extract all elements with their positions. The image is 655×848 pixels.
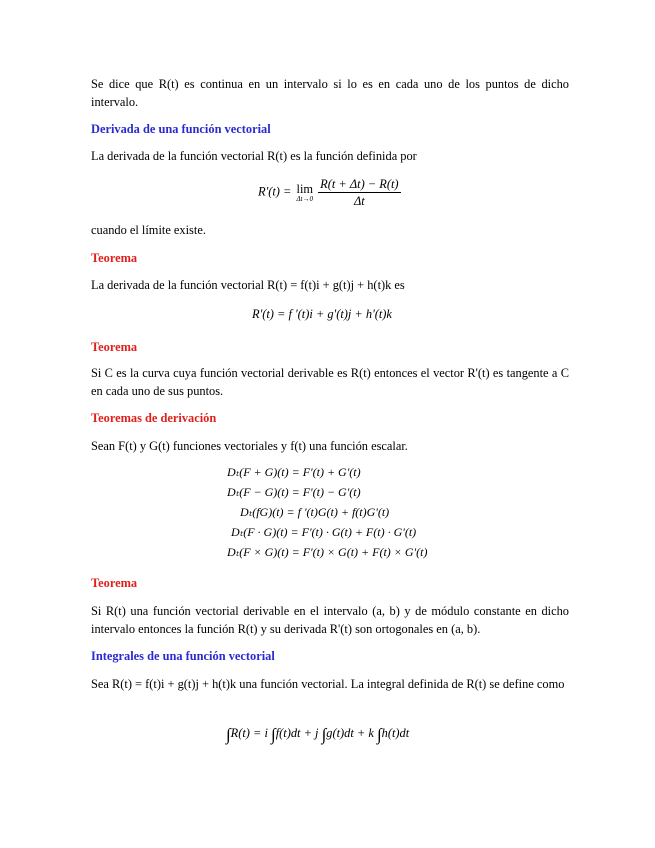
limit-word: lim [296, 181, 314, 196]
fraction-denominator: Δt [353, 194, 365, 208]
limit-operator [296, 183, 313, 203]
derivation-rule-cross-product: Dₜ(F × G)(t) = F'(t) × G(t) + F(t) × G'(t) [227, 545, 428, 559]
paragraph-continuity: Se dice que R(t) es continua en un intervalo si lo es en cada uno de los puntos de dicho intervalo. [91, 77, 569, 109]
limit-subscript: Δt→0 [296, 194, 314, 203]
paragraph-integral-def: Sea R(t) = f(t)i + g(t)j + h(t)k una función vectorial. La integral definida de R(t) se define como [91, 677, 565, 691]
integral-term-1: R(t) = i [230, 726, 268, 740]
derivation-rule-dot-product: Dₜ(F · G)(t) = F'(t) · G(t) + F(t) · G'(t) [231, 525, 417, 539]
equation-definite-integral [226, 725, 409, 745]
derivation-rule-sum: Dₜ(F + G)(t) = F'(t) + G'(t) [227, 465, 361, 479]
paragraph-sean: Sean F(t) y G(t) funciones vectoriales y f(t) una función escalar. [91, 439, 408, 453]
heading-teorema-2: Teorema [91, 340, 138, 354]
heading-teorema-3: Teorema [91, 576, 138, 590]
paragraph-teorema-1: La derivada de la función vectorial R(t) = f(t)i + g(t)j + h(t)k es [91, 278, 405, 292]
integral-term-3: g(t)dt + k [326, 726, 374, 740]
paragraph-limit-exists: cuando el límite existe. [91, 223, 206, 237]
integral-term-2: f(t)dt + j [275, 726, 319, 740]
fraction [318, 176, 400, 209]
integral-sign: ∫ [271, 725, 276, 744]
integral-sign: ∫ [226, 725, 231, 744]
equation-derivative-limit [258, 176, 401, 209]
derivation-rule-scalar-product: Dₜ(fG)(t) = f '(t)G(t) + f(t)G'(t) [240, 505, 390, 519]
heading-derivada: Derivada de una función vectorial [91, 122, 271, 136]
heading-teoremas-derivacion: Teoremas de derivación [91, 411, 217, 425]
derivation-rule-difference: Dₜ(F − G)(t) = F'(t) − G'(t) [227, 485, 361, 499]
eq1-lhs: R'(t) = [258, 184, 295, 199]
heading-teorema-1: Teorema [91, 251, 138, 265]
paragraph-derivada-def: La derivada de la función vectorial R(t) es la función definida por [91, 149, 417, 163]
fraction-numerator: R(t + Δt) − R(t) [320, 177, 399, 191]
heading-integrales: Integrales de una función vectorial [91, 649, 275, 663]
equation-derivative-components: R'(t) = f '(t)i + g'(t)j + h'(t)k [252, 307, 392, 321]
integral-term-4: h(t)dt [381, 726, 410, 740]
integral-sign: ∫ [321, 725, 327, 744]
paragraph-teorema-3: Si R(t) una función vectorial derivable en el intervalo (a, b) y de módulo constante en dicho intervalo entonces la función R(t) y su derivada R'(t) son ortogonales en (a, b). [91, 604, 569, 636]
integral-sign: ∫ [376, 725, 382, 744]
paragraph-teorema-2: Si C es la curva cuya función vectorial derivable es R(t) entonces el vector R'(t) es tangente a C en cada uno de sus puntos. [91, 366, 569, 398]
